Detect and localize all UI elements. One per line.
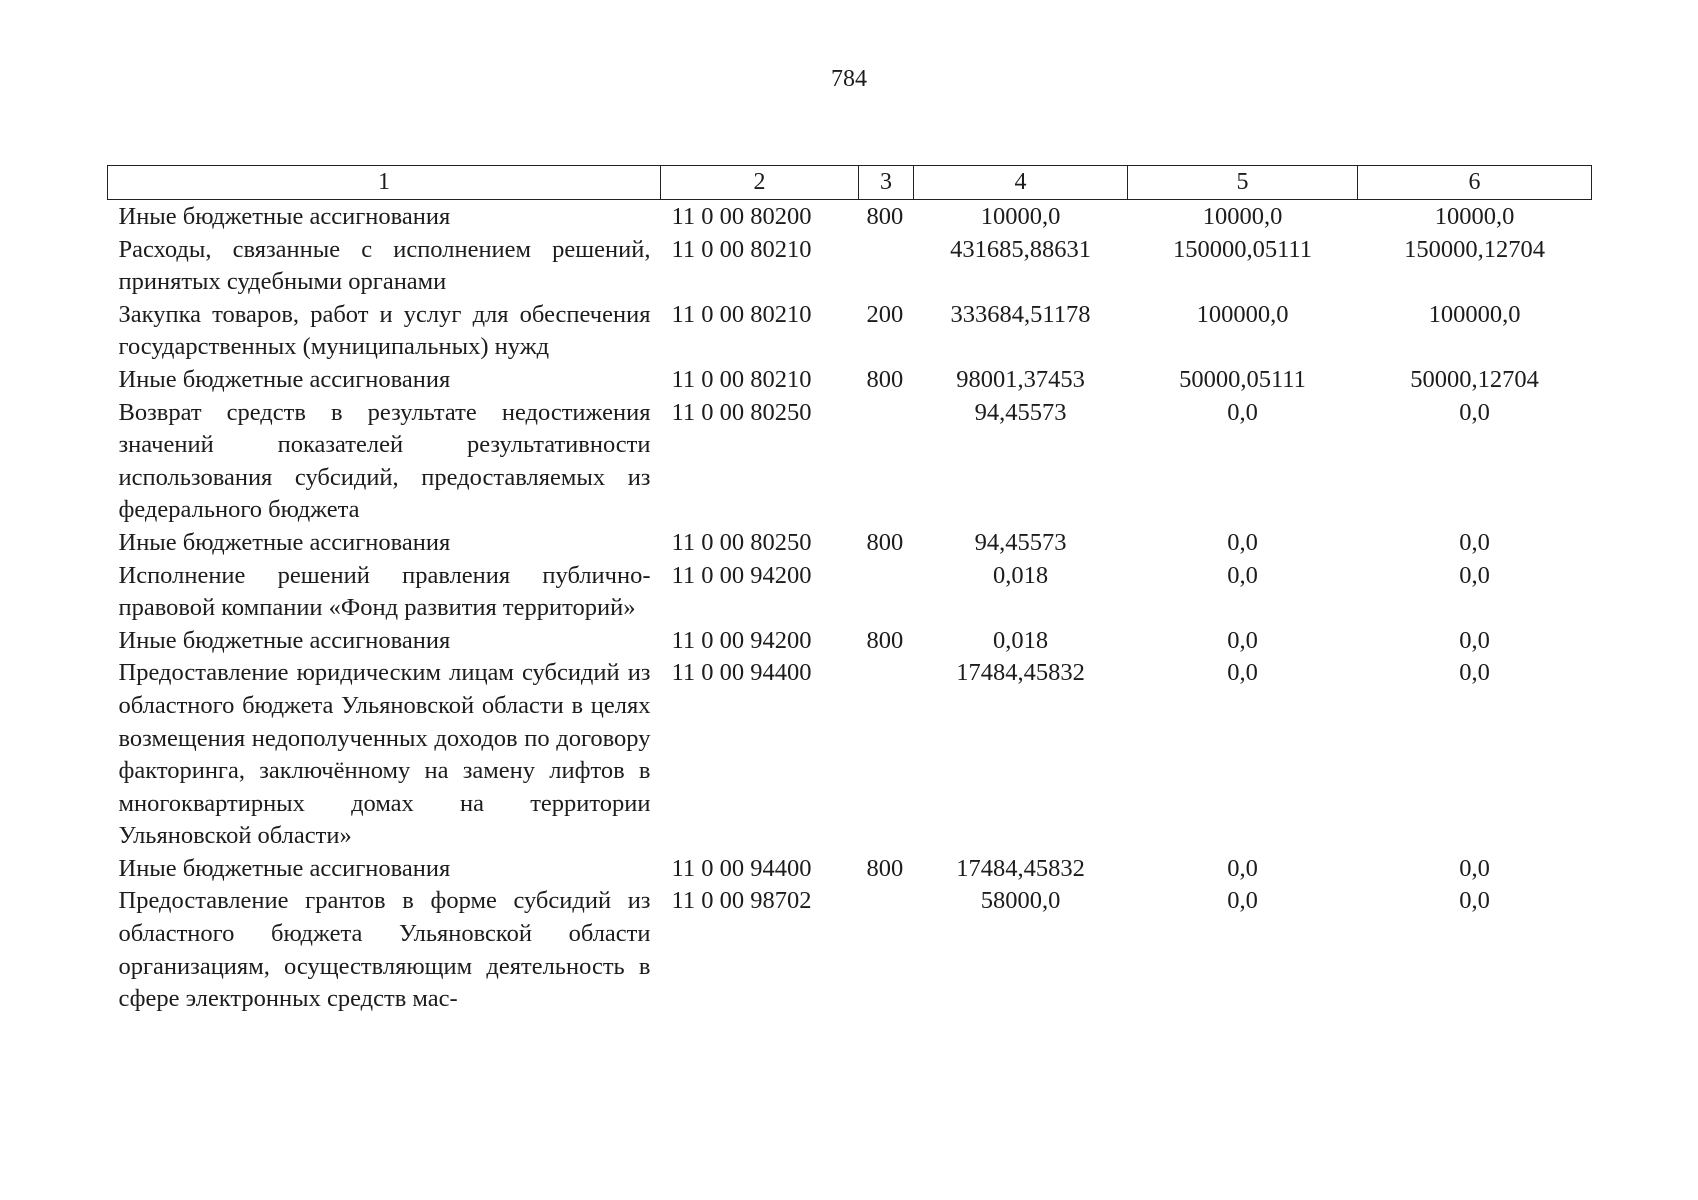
- column-header-1: 1: [108, 166, 661, 200]
- expense-name-cell: Предоставление грантов в форме субсидий из областного бюджета Ульяновской области организациям, осуществляющим деятельность в сфере электронных средств мас-: [118, 887, 651, 1013]
- expense-type-code-cell: 800: [866, 528, 904, 556]
- amount-column-4-cell: 0,018: [992, 626, 1049, 654]
- expense-name-cell: Иные бюджетные ассигнования: [118, 528, 451, 556]
- amount-column-4-cell: 10000,0: [980, 203, 1061, 230]
- amount-column-6-cell: 0,0: [1459, 626, 1490, 654]
- amount-column-4-cell: 431685,88631: [950, 235, 1091, 263]
- target-article-code-cell: 11 0 00 80250: [671, 528, 812, 556]
- amount-column-4-cell: 333684,51178: [950, 300, 1091, 328]
- target-article-code-cell: 11 0 00 94200: [671, 561, 812, 589]
- amount-column-5-cell: 150000,05111: [1172, 235, 1313, 263]
- table-row: [108, 885, 1592, 1015]
- amount-column-4-cell: 17484,45832: [956, 854, 1085, 882]
- amount-column-5-cell: 0,0: [1227, 887, 1258, 915]
- amount-column-6-cell: 100000,0: [1428, 300, 1521, 328]
- expense-name-cell: Иные бюджетные ассигнования: [118, 203, 451, 230]
- expense-name-cell: Расходы, связанные с исполнением решений, принятых судебными органами: [118, 235, 651, 296]
- amount-column-6-cell: 150000,12704: [1404, 235, 1545, 263]
- expense-name-cell: Возврат средств в результате недостижения значений показателей результативности использования субсидий, предоставляемых из федерального бюджета: [118, 398, 651, 524]
- amount-column-6-cell: 0,0: [1459, 659, 1490, 687]
- table-row: [108, 299, 1592, 364]
- target-article-code-cell: 11 0 00 80250: [671, 398, 812, 426]
- amount-column-4-cell: 0,018: [992, 561, 1049, 589]
- expense-name-cell: Иные бюджетные ассигнования: [118, 365, 451, 393]
- expense-type-code-cell: [859, 234, 914, 299]
- amount-column-5-cell: 0,0: [1227, 528, 1258, 556]
- expense-name-cell: Исполнение решений правления публично-правовой компании «Фонд развития территорий»: [118, 561, 651, 622]
- amount-column-5-cell: 100000,0: [1196, 300, 1289, 328]
- expense-name-cell: Предоставление юридическим лицам субсидий из областного бюджета Ульяновской области в целях возмещения недополученных доходов по договору факторинга, заключённому на замену лифтов в многоквартирных домах на территории Ульяновской области»: [118, 659, 651, 850]
- amount-column-5-cell: 0,0: [1227, 626, 1258, 654]
- expense-type-code-cell: 800: [866, 365, 904, 393]
- table-row: [108, 527, 1592, 560]
- expense-type-code-cell: [859, 560, 914, 625]
- amount-column-4-cell: 94,45573: [974, 528, 1067, 556]
- table-row: [108, 364, 1592, 397]
- amount-column-5-cell: 0,0: [1227, 398, 1258, 426]
- amount-column-5-cell: 0,0: [1227, 561, 1258, 589]
- amount-column-6-cell: 0,0: [1459, 561, 1490, 589]
- budget-table: [107, 165, 1592, 1016]
- expense-name-cell: Иные бюджетные ассигнования: [118, 854, 451, 882]
- expense-name-cell: Иные бюджетные ассигнования: [118, 626, 451, 654]
- expense-type-code-cell: 800: [866, 203, 904, 230]
- amount-column-6-cell: 0,0: [1459, 854, 1490, 882]
- column-header-2: 2: [661, 166, 859, 200]
- target-article-code-cell: 11 0 00 94200: [671, 626, 812, 654]
- target-article-code-cell: 11 0 00 80210: [671, 235, 812, 263]
- amount-column-6-cell: 50000,12704: [1410, 365, 1539, 393]
- table-row: [108, 853, 1592, 886]
- amount-column-4-cell: 58000,0: [980, 887, 1061, 915]
- expense-type-code-cell: 200: [866, 300, 904, 328]
- target-article-code-cell: 11 0 00 80210: [671, 365, 812, 393]
- column-header-5: 5: [1128, 166, 1358, 200]
- table-header-row: [108, 166, 1592, 200]
- expense-type-code-cell: 800: [866, 854, 904, 882]
- column-header-3: 3: [859, 166, 914, 200]
- amount-column-6-cell: 10000,0: [1434, 203, 1515, 230]
- target-article-code-cell: 11 0 00 98702: [671, 887, 812, 915]
- expense-type-code-cell: [859, 885, 914, 1015]
- amount-column-5-cell: 0,0: [1227, 659, 1258, 687]
- amount-column-4-cell: 98001,37453: [956, 365, 1085, 393]
- amount-column-4-cell: 94,45573: [974, 398, 1067, 426]
- amount-column-5-cell: 10000,0: [1202, 203, 1283, 230]
- amount-column-5-cell: 0,0: [1227, 854, 1258, 882]
- amount-column-6-cell: 0,0: [1459, 887, 1490, 915]
- column-header-6: 6: [1358, 166, 1592, 200]
- target-article-code-cell: 11 0 00 80210: [671, 300, 812, 328]
- table-row: [108, 200, 1592, 234]
- amount-column-4-cell: 17484,45832: [956, 659, 1085, 687]
- expense-type-code-cell: 800: [866, 626, 904, 654]
- target-article-code-cell: 11 0 00 94400: [671, 659, 812, 687]
- target-article-code-cell: 11 0 00 80200: [671, 203, 812, 230]
- amount-column-6-cell: 0,0: [1459, 528, 1490, 556]
- page-number: 784: [831, 66, 867, 92]
- expense-type-code-cell: [859, 657, 914, 853]
- table-row: [108, 560, 1592, 625]
- expense-name-cell: Закупка товаров, работ и услуг для обеспечения государственных (муниципальных) нужд: [118, 300, 651, 361]
- table-row: [108, 657, 1592, 853]
- table-row: [108, 397, 1592, 527]
- amount-column-5-cell: 50000,05111: [1179, 365, 1306, 393]
- table-row: [108, 234, 1592, 299]
- column-header-4: 4: [914, 166, 1128, 200]
- amount-column-6-cell: 0,0: [1459, 398, 1490, 426]
- table-row: [108, 625, 1592, 658]
- target-article-code-cell: 11 0 00 94400: [671, 854, 812, 882]
- expense-type-code-cell: [859, 397, 914, 527]
